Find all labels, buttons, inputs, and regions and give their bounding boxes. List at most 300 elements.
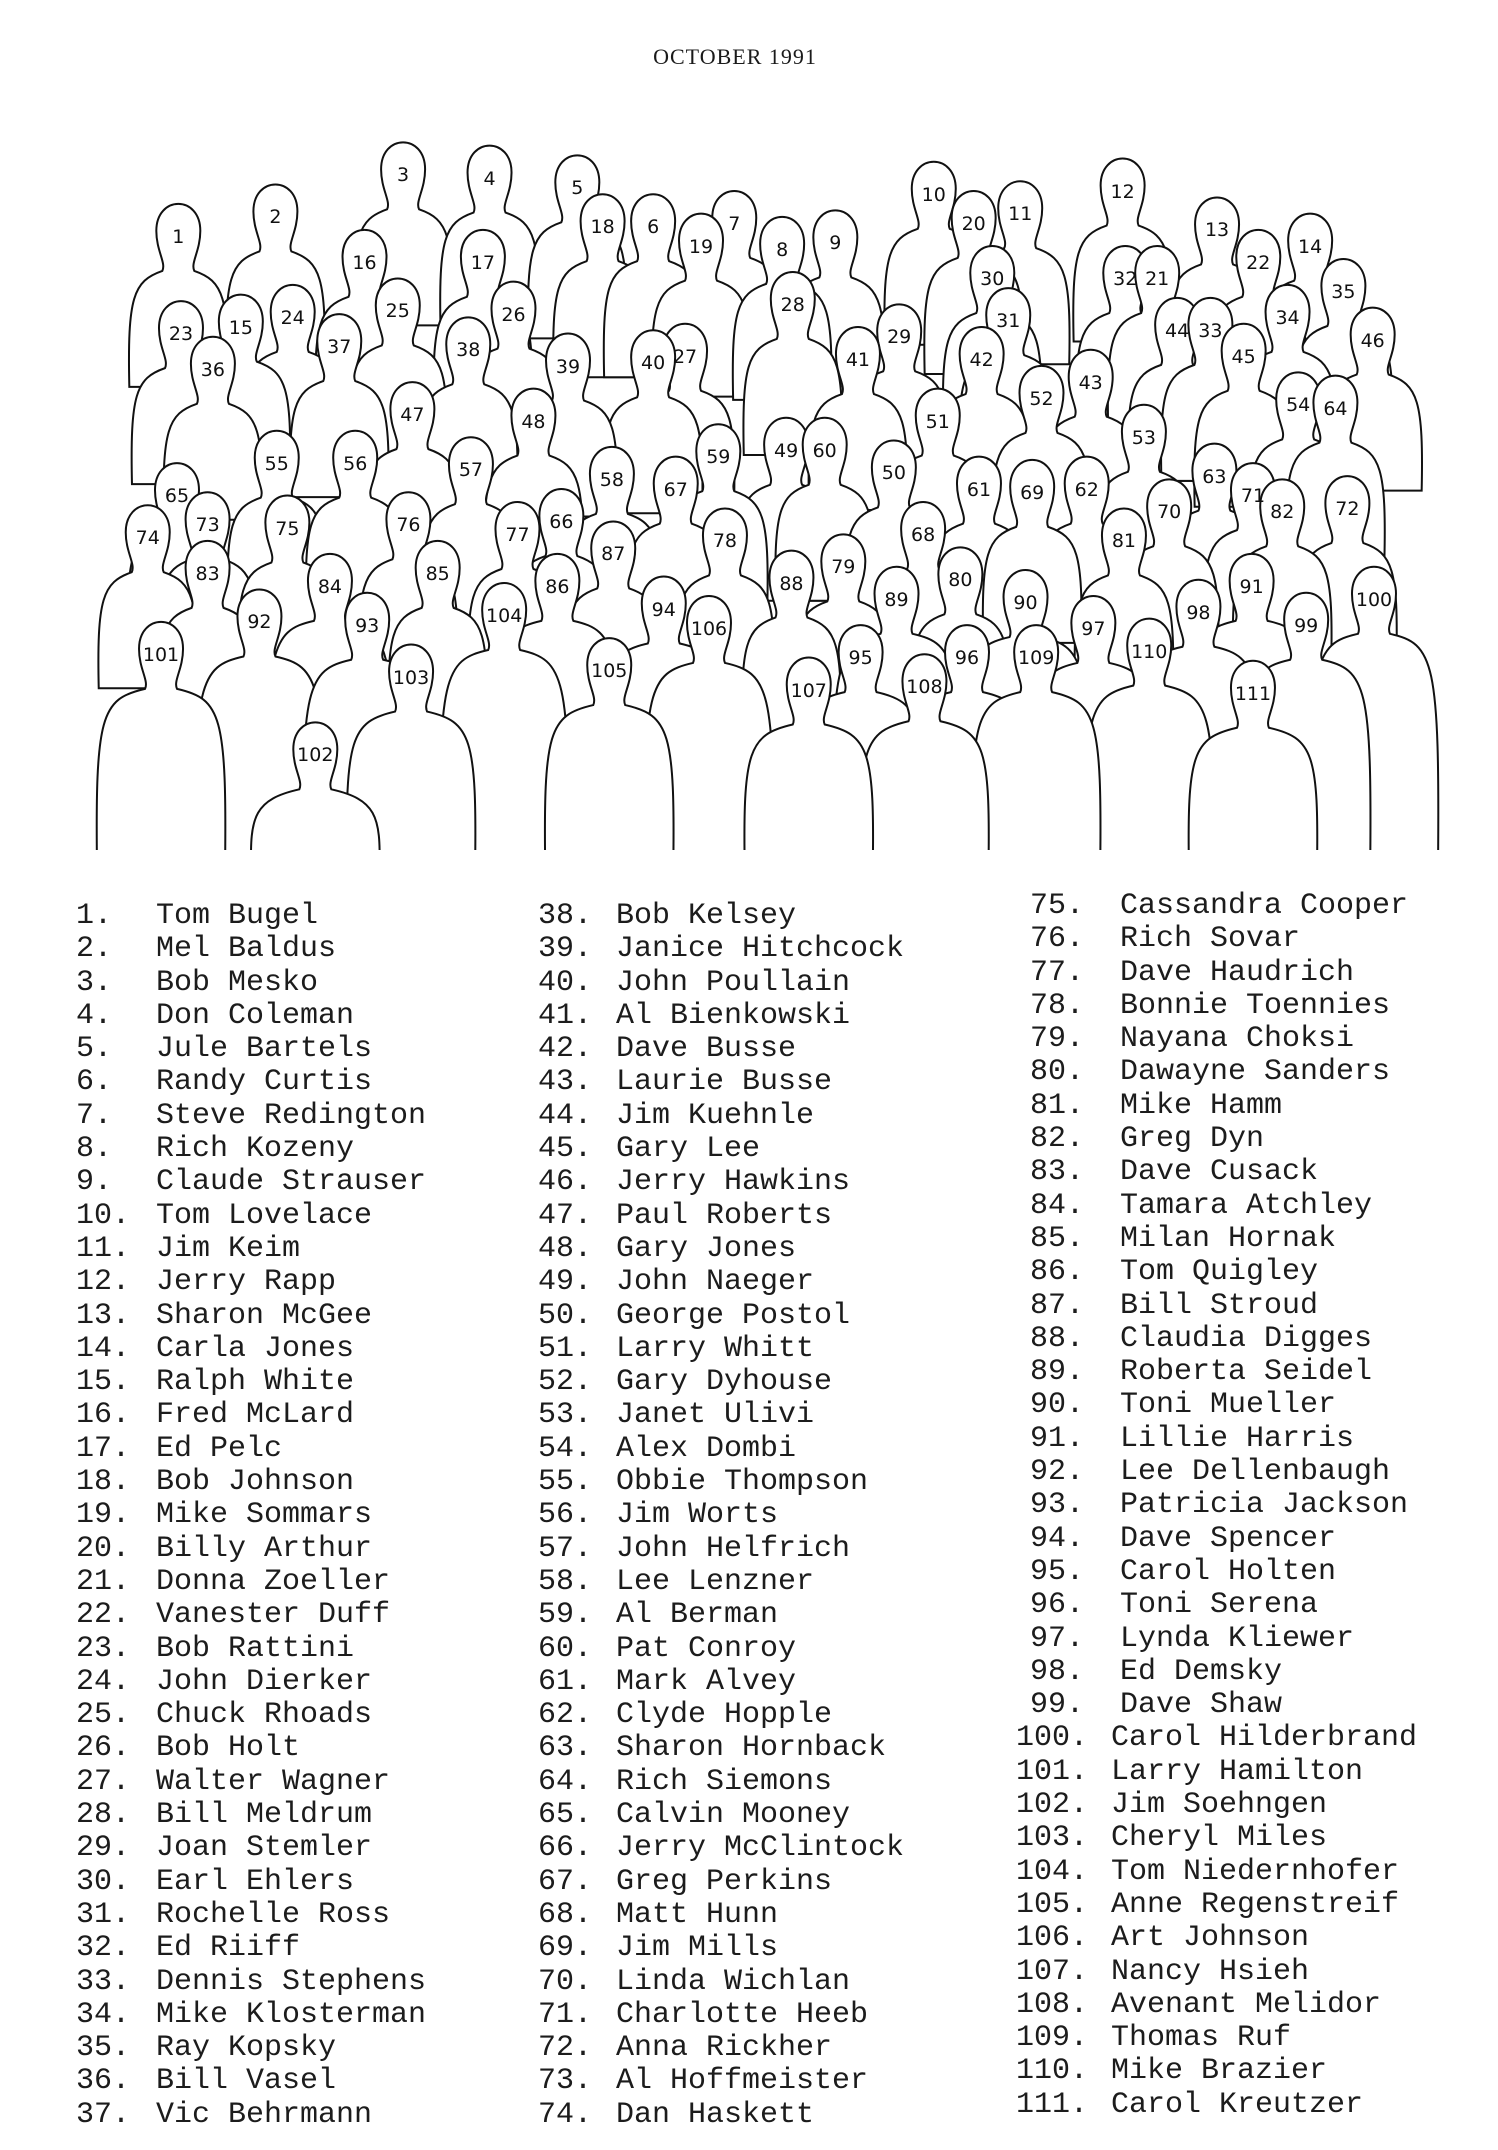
roster-entry: [76, 2032, 426, 2065]
roster-entry: [1030, 1523, 1417, 1556]
roster-name: Al Bienkowski: [616, 998, 851, 1033]
roster-entry: [1016, 1822, 1417, 1855]
figure-number-label: 24: [280, 306, 305, 329]
roster-name: Gary Jones: [616, 1231, 797, 1266]
roster-name: Larry Whitt: [616, 1331, 815, 1366]
figure-number-label: 111: [1234, 682, 1272, 705]
roster-number: 94.: [1030, 1521, 1085, 1556]
figure-number-label: 86: [545, 575, 570, 598]
roster-name: Janice Hitchcock: [616, 932, 905, 967]
roster-number: 4.: [76, 998, 113, 1033]
figure-number-label: 78: [712, 530, 738, 553]
figure-number-label: 77: [505, 524, 530, 546]
figure-number-label: 23: [168, 323, 194, 346]
roster-entry: [76, 2099, 426, 2132]
figure-number-label: 53: [1131, 426, 1156, 449]
roster-name: Dennis Stephens: [156, 1964, 427, 1999]
figure-number-label: 66: [549, 511, 574, 534]
roster-name: Dan Haskett: [616, 2097, 815, 2132]
roster-name: Tom Quigley: [1120, 1255, 1319, 1290]
roster-number: 103.: [1016, 1821, 1089, 1856]
roster-name: Greg Perkins: [616, 1864, 833, 1899]
figure-number-label: 40: [641, 352, 666, 375]
roster-entry: [76, 1633, 426, 1666]
roster-number: 89.: [1030, 1355, 1085, 1390]
roster-name: Linda Wichlan: [616, 1964, 851, 1999]
figure-number-label: 35: [1331, 281, 1356, 303]
roster-name: Chuck Rhoads: [156, 1698, 373, 1733]
roster-entry: [76, 1499, 426, 1532]
figure-number-label: 82: [1270, 501, 1295, 524]
roster-name: Gary Dyhouse: [616, 1365, 833, 1400]
roster-entry: [1030, 1323, 1417, 1356]
roster-number: 51.: [538, 1331, 593, 1366]
roster-entry: [1030, 1190, 1417, 1223]
roster-name: Sharon McGee: [156, 1298, 373, 1333]
roster-number: 95.: [1030, 1554, 1085, 1589]
roster-entry: [1016, 1889, 1417, 1922]
figure-number-label: 25: [385, 300, 410, 323]
figure-number-label: 65: [164, 485, 190, 508]
roster-name: Jerry McClintock: [616, 1831, 905, 1866]
roster-entry: [76, 1466, 426, 1499]
roster-name: Anne Regenstreif: [1111, 1887, 1400, 1922]
roster-entry: [538, 1000, 904, 1033]
roster-name: Obbie Thompson: [616, 1465, 869, 1500]
roster-name: Janet Ulivi: [616, 1398, 815, 1433]
figure-number-label: 75: [275, 517, 300, 540]
roster-entry: [76, 2065, 426, 2098]
figure-number-label: 97: [1081, 617, 1106, 640]
roster-name: Claude Strauser: [156, 1165, 427, 1200]
group-silhouette-diagram: [40, 130, 1460, 850]
roster-name: Lillie Harris: [1120, 1421, 1355, 1456]
figure-number-label: 44: [1165, 319, 1190, 342]
roster-name: Mel Baldus: [156, 932, 337, 967]
roster-entry: [1030, 1423, 1417, 1456]
roster-entry: [538, 1100, 904, 1133]
figure-number-label: 9: [829, 232, 842, 255]
roster-number: 60.: [538, 1631, 593, 1666]
roster-entry: [538, 1200, 904, 1233]
roster-number: 109.: [1016, 2021, 1089, 2056]
roster-number: 52.: [538, 1365, 593, 1400]
roster-name: Alex Dombi: [616, 1431, 797, 1466]
roster-entry: [538, 1799, 904, 1832]
figure-number-label: 67: [663, 478, 688, 501]
roster-entry: [76, 1599, 426, 1632]
roster-entry: [1016, 1789, 1417, 1822]
roster-number: 92.: [1030, 1455, 1085, 1490]
figure-number-label: 71: [1240, 485, 1266, 508]
roster-name: Dave Busse: [616, 1032, 797, 1067]
figure-number-label: 5: [571, 177, 584, 200]
roster-entry: [1030, 1290, 1417, 1323]
figure-number-label: 60: [812, 439, 837, 462]
roster-name: Jerry Rapp: [156, 1265, 337, 1300]
figure-number-label: 10: [921, 183, 946, 206]
figure-number-label: 69: [1020, 481, 1045, 504]
roster-name: Jim Worts: [616, 1498, 779, 1533]
figure-number-label: 70: [1157, 501, 1182, 524]
roster-name: Lee Lenzner: [616, 1564, 815, 1599]
roster-number: 5.: [76, 1032, 113, 1067]
figure-number-label: 22: [1246, 251, 1271, 274]
roster-number: 12.: [76, 1265, 131, 1300]
roster-number: 91.: [1030, 1421, 1085, 1456]
roster-entry: [76, 1899, 426, 1932]
roster-name: Sharon Hornback: [616, 1731, 887, 1766]
roster-name: Lynda Kliewer: [1120, 1621, 1355, 1656]
figure-number-label: 27: [672, 345, 698, 368]
roster-entry: [76, 933, 426, 966]
roster-number: 19.: [76, 1498, 131, 1533]
roster-entry: [76, 1266, 426, 1299]
figure-number-label: 102: [297, 744, 334, 767]
roster-name: Dave Spencer: [1120, 1521, 1337, 1556]
roster-number: 39.: [538, 932, 593, 967]
roster-number: 66.: [538, 1831, 593, 1866]
roster-entry: [1030, 1090, 1417, 1123]
figure-number-label: 38: [456, 339, 481, 362]
roster-name: Billy Arthur: [156, 1531, 373, 1566]
roster-number: 26.: [76, 1731, 131, 1766]
figure-number-label: 87: [601, 543, 626, 566]
roster-entry: [538, 1333, 904, 1366]
roster-name: Thomas Ruf: [1111, 2021, 1292, 2056]
roster-name: Charlotte Heeb: [616, 1997, 869, 2032]
roster-name: Carol Holten: [1120, 1554, 1337, 1589]
roster-name: Tom Lovelace: [156, 1198, 373, 1233]
roster-number: 55.: [538, 1465, 593, 1500]
roster-name: Al Hoffmeister: [616, 2064, 869, 2099]
roster-name: Al Berman: [616, 1598, 779, 1633]
figure-number-label: 95: [848, 647, 873, 670]
roster-name: Dave Shaw: [1120, 1688, 1283, 1723]
roster-number: 10.: [76, 1198, 131, 1233]
roster-entry: [1030, 1656, 1417, 1689]
roster-number: 80.: [1030, 1055, 1085, 1090]
roster-name: Jule Bartels: [156, 1032, 373, 1067]
roster-name: Donna Zoeller: [156, 1564, 391, 1599]
roster-entry: [1016, 2022, 1417, 2055]
figure-number-label: 33: [1198, 319, 1223, 342]
figure-number-label: 21: [1145, 268, 1170, 291]
roster-entry: [538, 2065, 904, 2098]
roster-entry: [76, 1000, 426, 1033]
roster-number: 54.: [538, 1431, 593, 1466]
figure-number-label: 64: [1323, 397, 1348, 420]
roster-number: 1.: [76, 899, 113, 933]
roster-entry: [76, 1033, 426, 1066]
figure-number-label: 100: [1355, 588, 1393, 611]
roster-entry: [1030, 1556, 1417, 1589]
roster-name: Laurie Busse: [616, 1065, 833, 1100]
roster-name: Tamara Atchley: [1120, 1188, 1373, 1223]
figure-number-label: 84: [317, 575, 343, 598]
roster-number: 79.: [1030, 1022, 1085, 1057]
figure-number-label: 50: [881, 462, 906, 485]
roster-name: Carla Jones: [156, 1331, 355, 1366]
figure-number-label: 4: [483, 167, 496, 190]
roster-entry: [76, 1433, 426, 1466]
roster-entry: [538, 1866, 904, 1899]
roster-name: John Naeger: [616, 1265, 815, 1300]
roster-name: John Dierker: [156, 1664, 373, 1699]
roster-entry: [538, 1166, 904, 1199]
roster-name: Carol Kreutzer: [1111, 2087, 1364, 2122]
figure-number-label: 59: [706, 446, 731, 469]
roster-name: Walter Wagner: [156, 1764, 391, 1799]
figure-number-label: 80: [948, 569, 973, 592]
roster-number: 11.: [76, 1231, 131, 1266]
roster-entry: [538, 1133, 904, 1166]
roster-number: 46.: [538, 1165, 593, 1200]
roster-name: Mike Sommars: [156, 1498, 373, 1533]
roster-name: Avenant Melidor: [1111, 1987, 1382, 2022]
roster-name: Dave Cusack: [1120, 1155, 1319, 1190]
roster-name: Cheryl Miles: [1111, 1821, 1328, 1856]
roster-entry: [76, 1399, 426, 1432]
figure-number-label: 58: [599, 468, 624, 491]
figure-number-label: 73: [195, 514, 220, 537]
roster-number: 28.: [76, 1798, 131, 1833]
figure-number-label: 11: [1008, 203, 1033, 226]
roster-number: 20.: [76, 1531, 131, 1566]
roster-number: 102.: [1016, 1788, 1089, 1823]
roster-name: Dave Haudrich: [1120, 955, 1355, 990]
roster-name: Mark Alvey: [616, 1664, 797, 1699]
roster-name: Rich Siemons: [616, 1764, 833, 1799]
roster-number: 78.: [1030, 988, 1085, 1023]
roster-number: 23.: [76, 1631, 131, 1666]
roster-column-1: [76, 900, 426, 2132]
roster-number: 61.: [538, 1664, 593, 1699]
figure-number-label: 42: [969, 349, 994, 372]
roster-number: 100.: [1016, 1721, 1089, 1756]
roster-entry: [538, 2032, 904, 2065]
roster-entry: [538, 967, 904, 1000]
figure-number-label: 92: [247, 611, 272, 634]
roster-entry: [76, 1166, 426, 1199]
roster-name: Earl Ehlers: [156, 1864, 355, 1899]
roster-entry: [76, 1999, 426, 2032]
roster-name: Art Johnson: [1111, 1921, 1310, 1956]
roster-name: Greg Dyn: [1120, 1122, 1265, 1157]
roster-entry: [1030, 923, 1417, 956]
roster-name: Tom Niedernhofer: [1111, 1854, 1400, 1889]
roster-name: Jim Keim: [156, 1231, 301, 1266]
roster-number: 93.: [1030, 1488, 1085, 1523]
roster-entry: [76, 1200, 426, 1233]
roster-entry: [1016, 1989, 1417, 2022]
roster-number: 62.: [538, 1698, 593, 1733]
roster-entry: [538, 900, 904, 933]
roster-name: Rich Kozeny: [156, 1132, 355, 1167]
roster-entry: [1030, 1389, 1417, 1422]
roster-name: Bob Rattini: [156, 1631, 355, 1666]
roster-entry: [538, 1899, 904, 1932]
roster-name: Larry Hamilton: [1111, 1754, 1364, 1789]
roster-number: 108.: [1016, 1987, 1089, 2022]
figure-number-label: 94: [651, 598, 676, 621]
roster-name: Calvin Mooney: [616, 1798, 851, 1833]
roster-name: Mike Brazier: [1111, 2054, 1328, 2089]
roster-entry: [538, 933, 904, 966]
roster-name: Pat Conroy: [616, 1631, 797, 1666]
roster-number: 43.: [538, 1065, 593, 1100]
roster-name: Jerry Hawkins: [616, 1165, 851, 1200]
figure-number-label: 79: [831, 556, 856, 579]
roster-number: 86.: [1030, 1255, 1085, 1290]
roster-number: 76.: [1030, 922, 1085, 957]
roster-column-3: [1016, 889, 1418, 2122]
roster-entry: [538, 1566, 904, 1599]
figure-number-label: 34: [1275, 306, 1300, 329]
roster-number: 90.: [1030, 1388, 1085, 1423]
figure-number-label: 98: [1186, 601, 1211, 624]
roster-entry: [1016, 2089, 1417, 2122]
roster-entry: [1030, 1056, 1417, 1089]
figure-number-label: 110: [1131, 640, 1168, 663]
roster-number: 84.: [1030, 1188, 1085, 1223]
roster-number: 35.: [76, 2031, 131, 2066]
roster-number: 98.: [1030, 1654, 1085, 1689]
figure-number-label: 51: [925, 410, 950, 433]
roster-name: Lee Dellenbaugh: [1120, 1455, 1391, 1490]
roster-name: Carol Hilderbrand: [1111, 1721, 1418, 1756]
figure-number-label: 103: [392, 666, 430, 689]
roster-number: 83.: [1030, 1155, 1085, 1190]
roster-number: 18.: [76, 1465, 131, 1500]
roster-number: 81.: [1030, 1088, 1085, 1123]
roster-name: Vic Behrmann: [156, 2097, 373, 2132]
roster-entry: [538, 1399, 904, 1432]
figure-number-label: 49: [774, 439, 799, 462]
roster-number: 56.: [538, 1498, 593, 1533]
roster-entry: [1030, 1689, 1417, 1722]
roster-name: Joan Stemler: [156, 1831, 373, 1866]
roster-name: Mike Klosterman: [156, 1997, 427, 2032]
roster-name: Steve Redington: [156, 1098, 427, 1133]
roster-number: 17.: [76, 1431, 131, 1466]
figure-number-label: 47: [400, 404, 425, 427]
figure-number-label: 91: [1239, 575, 1264, 598]
figure-number-label: 32: [1113, 268, 1138, 291]
page-title: OCTOBER 1991: [653, 44, 817, 69]
roster-number: 47.: [538, 1198, 593, 1233]
figure-number-label: 30: [980, 268, 1005, 291]
roster-number: 74.: [538, 2097, 593, 2132]
roster-entry: [76, 1966, 426, 1999]
roster-number: 96.: [1030, 1588, 1085, 1623]
roster-number: 33.: [76, 1964, 131, 1999]
roster-name: John Helfrich: [616, 1531, 851, 1566]
roster-name: Clyde Hopple: [616, 1698, 833, 1733]
figure-number-label: 6: [647, 216, 660, 239]
roster-name: Milan Hornak: [1120, 1221, 1337, 1256]
roster-name: Matt Hunn: [616, 1897, 779, 1932]
roster-entry: [538, 1233, 904, 1266]
roster-number: 3.: [76, 965, 113, 1000]
figure-number-label: 43: [1078, 371, 1103, 394]
roster-number: 7.: [76, 1098, 113, 1133]
roster-entry: [76, 1866, 426, 1899]
roster-name: Rich Sovar: [1120, 922, 1301, 957]
roster-number: 24.: [76, 1664, 131, 1699]
roster-entry: [538, 1066, 904, 1099]
roster-number: 34.: [76, 1997, 131, 2032]
roster-number: 30.: [76, 1864, 131, 1899]
figure-number-label: 76: [396, 514, 421, 537]
roster-name: Patricia Jackson: [1120, 1488, 1409, 1523]
figure-number-label: 106: [690, 617, 728, 640]
roster-entry: [538, 2099, 904, 2132]
roster-number: 53.: [538, 1398, 593, 1433]
roster-entry: [538, 1966, 904, 1999]
roster-name: Ed Riiff: [156, 1931, 301, 1966]
roster-entry: [1030, 1356, 1417, 1389]
roster-number: 67.: [538, 1864, 593, 1899]
roster-number: 82.: [1030, 1122, 1085, 1157]
roster-entry: [538, 1633, 904, 1666]
roster-name: Jim Soehngen: [1111, 1788, 1328, 1823]
roster-name: Toni Mueller: [1120, 1388, 1337, 1423]
roster-name: Anna Rickher: [616, 2031, 833, 2066]
roster-name: Bonnie Toennies: [1120, 988, 1391, 1023]
figure-number-label: 39: [555, 355, 581, 378]
roster-name: Bill Stroud: [1120, 1288, 1319, 1323]
roster-number: 64.: [538, 1764, 593, 1799]
roster-number: 27.: [76, 1764, 131, 1799]
roster-entry: [538, 1999, 904, 2032]
roster-entry: [76, 900, 426, 933]
roster-entry: [1016, 2055, 1417, 2088]
roster-name: Bill Vasel: [156, 2064, 337, 2099]
roster-number: 14.: [76, 1331, 131, 1366]
roster-entry: [538, 1766, 904, 1799]
roster-number: 75.: [1030, 889, 1085, 923]
figure-number-label: 108: [906, 676, 943, 699]
figure-number-label: 107: [790, 679, 827, 702]
figure-number-label: 101: [142, 643, 180, 666]
roster-number: 65.: [538, 1798, 593, 1833]
figure-number-label: 13: [1204, 219, 1230, 242]
roster-name: Don Coleman: [156, 998, 355, 1033]
figure-number-label: 56: [343, 452, 368, 475]
roster-entry: [538, 1599, 904, 1632]
roster-number: 49.: [538, 1265, 593, 1300]
roster-entry: [1030, 1256, 1417, 1289]
roster-entry: [1016, 1922, 1417, 1955]
roster-number: 101.: [1016, 1754, 1089, 1789]
roster-column-2: [538, 900, 904, 2132]
figure-number-label: 99: [1294, 614, 1319, 637]
roster-name: Toni Serena: [1120, 1588, 1319, 1623]
figure-number-label: 36: [200, 358, 225, 381]
roster-entry: [1030, 1456, 1417, 1489]
figure-number-label: 29: [887, 326, 912, 349]
roster-number: 107.: [1016, 1954, 1089, 1989]
roster-entry: [76, 1766, 426, 1799]
figure-number-label: 31: [996, 310, 1021, 333]
figure-number-label: 41: [845, 349, 871, 372]
roster-name: John Poullain: [616, 965, 851, 1000]
figure-number-label: 48: [521, 410, 546, 433]
roster-number: 110.: [1016, 2054, 1089, 2089]
roster-entry: [1016, 1756, 1417, 1789]
roster-name: Rochelle Ross: [156, 1897, 391, 1932]
